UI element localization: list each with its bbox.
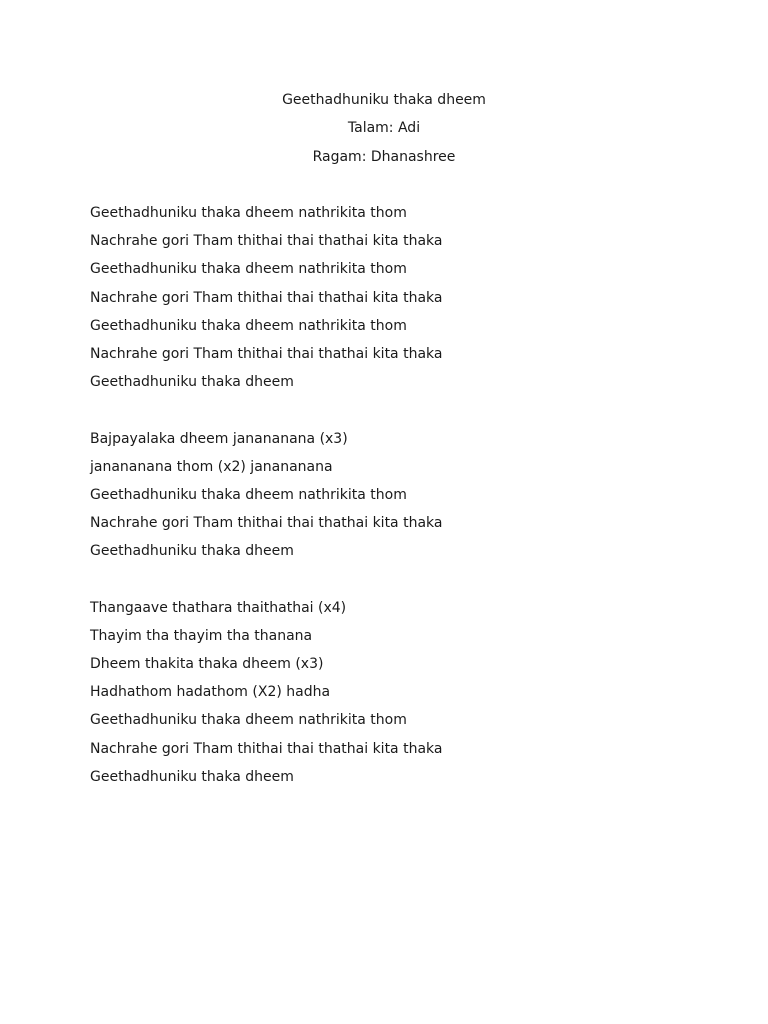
lyric-line: Nachrahe gori Tham thithai thai thathai kita thaka — [90, 233, 443, 250]
lyric-line: Geethadhuniku thaka dheem — [90, 374, 294, 391]
lyric-line: Geethadhuniku thaka dheem — [90, 768, 294, 785]
lyrics-body — [90, 203, 710, 795]
lyric-line: Geethadhuniku thaka dheem nathrikita thom — [90, 205, 407, 221]
lyric-line: Geethadhuniku thaka dheem nathrikita thom — [90, 261, 407, 278]
lyric-line: Thangaave thathara thaithathai (x4) — [90, 599, 347, 616]
stanza-spacer — [90, 400, 710, 428]
song-header — [0, 90, 768, 175]
lyric-line: janananana thom (x2) janananana — [90, 458, 333, 475]
stanza-1 — [90, 203, 710, 400]
stanza-spacer — [90, 569, 710, 597]
stanza-2 — [90, 429, 710, 570]
lyric-line: Nachrahe gori Tham thithai thai thathai kita thaka — [90, 515, 443, 532]
lyric-line: Nachrahe gori Tham thithai thai thathai kita thaka — [90, 289, 443, 306]
lyric-line: Dheem thakita thaka dheem (x3) — [90, 656, 324, 672]
lyric-line: Nachrahe gori Tham thithai thai thathai kita thaka — [90, 740, 443, 757]
ragam-line: Ragam: Dhanashree — [312, 148, 456, 165]
lyric-line: Nachrahe gori Tham thithai thai thathai kita thaka — [90, 345, 443, 362]
stanza-3 — [90, 598, 710, 795]
lyric-line: Thayim tha thayim tha thanana — [90, 627, 313, 644]
lyric-line: Geethadhuniku thaka dheem nathrikita thom — [90, 317, 407, 334]
talam-line: Talam: Adi — [347, 120, 421, 137]
lyric-line: Geethadhuniku thaka dheem — [90, 543, 294, 560]
lyric-line: Geethadhuniku thaka dheem nathrikita thom — [90, 486, 407, 503]
song-title: Geethadhuniku thaka dheem — [282, 92, 486, 108]
lyric-line: Bajpayalaka dheem janananana (x3) — [90, 430, 348, 447]
lyric-line: Geethadhuniku thaka dheem nathrikita thom — [90, 712, 407, 729]
lyric-line: Hadhathom hadathom (X2) hadha — [90, 684, 331, 701]
